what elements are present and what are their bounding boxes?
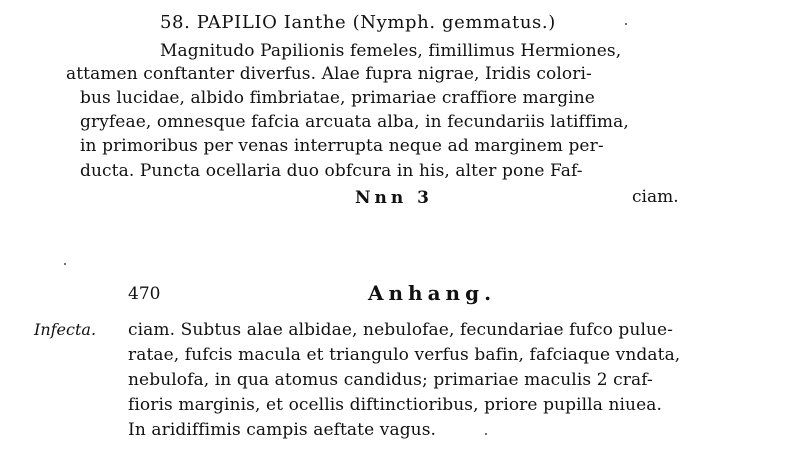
text-line-2: attamen conftanter diverfus. Alae fupra nigrae, Iridis colori- xyxy=(66,64,592,84)
lower-text-line-1: ciam. Subtus alae albidae, nebulofae, fecundariae fufco pulue- xyxy=(128,320,674,340)
print-speck xyxy=(64,263,66,265)
text-line-1: Magnitudo Papilionis femeles, fimillimus Hermiones, xyxy=(160,41,622,61)
text-line-3: bus lucidae, albido fimbriatae, primariae craffiore margine xyxy=(80,88,595,108)
lower-text-line-3: nebulofa, in qua atomus candidus; primariae maculis 2 craf- xyxy=(128,370,653,390)
catchword: ciam. xyxy=(632,187,679,207)
text-line-6: ducta. Puncta ocellaria duo obfcura in his, alter pone Faf- xyxy=(80,161,583,181)
margin-note: Infecta. xyxy=(34,320,97,339)
running-head: Anhang. xyxy=(368,281,497,305)
lower-text-line-2: ratae, fufcis macula et triangulo verfus bafin, fafciaque vndata, xyxy=(128,345,681,365)
signature-mark: Nnn 3 xyxy=(355,188,434,208)
lower-text-line-5: In aridiffimis campis aeftate vagus. xyxy=(128,420,437,440)
text-line-4: gryfeae, omnesque fafcia arcuata alba, in fecundariis latiffima, xyxy=(80,112,629,132)
text-line-5: in primoribus per venas interrupta neque ad marginem per- xyxy=(80,136,604,156)
lower-text-line-4: fioris marginis, et ocellis diftinctioribus, priore pupilla niuea. xyxy=(128,395,662,415)
print-speck xyxy=(485,433,487,435)
species-heading: 58. PAPILIO Ianthe (Nymph. gemmatus.) xyxy=(160,12,556,33)
page-number: 470 xyxy=(128,284,161,304)
print-speck xyxy=(625,23,627,25)
